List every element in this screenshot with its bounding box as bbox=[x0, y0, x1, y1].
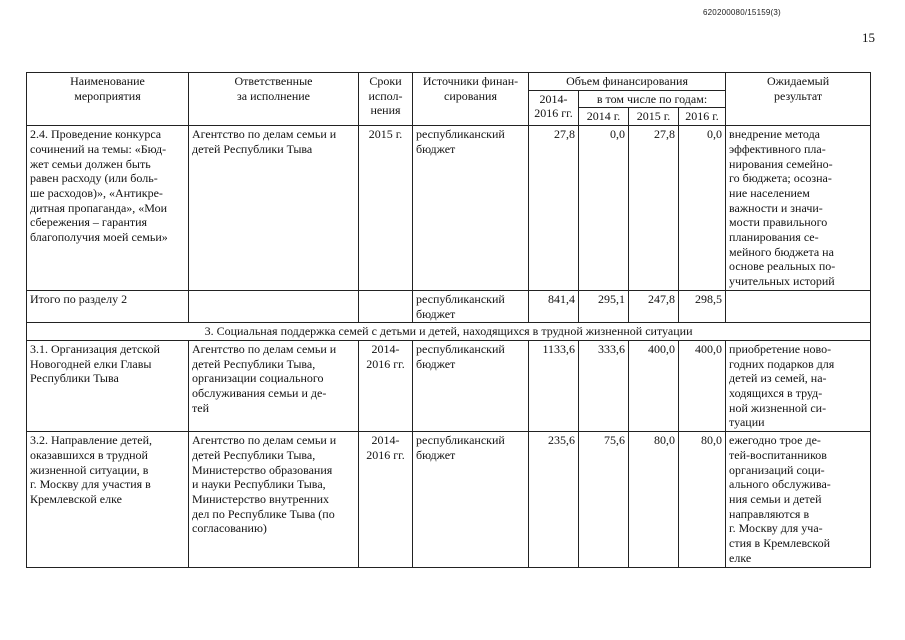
total-label: Итого по разделу 2 bbox=[27, 290, 189, 322]
row-terms: 2014- 2016 гг. bbox=[359, 432, 413, 567]
table-row bbox=[27, 126, 871, 291]
header-2016: 2016 г. bbox=[679, 108, 726, 126]
table-row bbox=[27, 432, 871, 567]
table-row-total bbox=[27, 290, 871, 322]
row-responsible: Агентство по делам семьи и детей Республики Тыва, организации социального обслуживания семьи и де- тей bbox=[189, 340, 359, 431]
section-title: 3. Социальная поддержка семей с детьми и детей, находящихся в трудной жизненной ситуации bbox=[27, 323, 871, 341]
total-2015: 247,8 bbox=[629, 290, 679, 322]
total-2016: 298,5 bbox=[679, 290, 726, 322]
row-terms: 2015 г. bbox=[359, 126, 413, 291]
total-responsible-empty bbox=[189, 290, 359, 322]
total-2014: 295,1 bbox=[579, 290, 629, 322]
document-id: 620200080/15159(3) bbox=[703, 8, 781, 17]
header-row bbox=[27, 73, 871, 91]
header-result: Ожидаемый результат bbox=[726, 73, 871, 126]
row-name: 2.4. Проведение конкурса сочинений на темы: «Бюд- жет семьи должен быть равен расходу (или боль- ше расходов)», «Антикре- дитная пропаганда», «Мои сбережения – гарантия благополучия моей семьи» bbox=[27, 126, 189, 291]
row-2014: 333,6 bbox=[579, 340, 629, 431]
header-2014: 2014 г. bbox=[579, 108, 629, 126]
row-source: республиканский бюджет bbox=[413, 340, 529, 431]
row-terms: 2014- 2016 гг. bbox=[359, 340, 413, 431]
row-2016: 80,0 bbox=[679, 432, 726, 567]
row-source: республиканский бюджет bbox=[413, 126, 529, 291]
row-responsible: Агентство по делам семьи и детей Республики Тыва bbox=[189, 126, 359, 291]
row-2015: 27,8 bbox=[629, 126, 679, 291]
total-result-empty bbox=[726, 290, 871, 322]
header-by-years: в том числе по годам: bbox=[579, 90, 726, 108]
row-result: ежегодно трое де- тей-воспитанников организаций соци- ального обслужива- ния семьи и детей направляются в г. Москву для уча- стия в Кремлевской елке bbox=[726, 432, 871, 567]
header-sources: Источники финан- сирования bbox=[413, 73, 529, 126]
header-responsible: Ответственные за исполнение bbox=[189, 73, 359, 126]
row-2015: 400,0 bbox=[629, 340, 679, 431]
row-total: 27,8 bbox=[529, 126, 579, 291]
financing-table bbox=[26, 72, 871, 568]
row-total: 1133,6 bbox=[529, 340, 579, 431]
total-source: республиканский бюджет bbox=[413, 290, 529, 322]
row-total: 235,6 bbox=[529, 432, 579, 567]
header-2015: 2015 г. bbox=[629, 108, 679, 126]
row-result: внедрение метода эффективного пла- нирования семейно- го бюджета; осозна- ние населением важности и значи- мости правильного планирования се- мейного бюджета на основе реальных по- учительных историй bbox=[726, 126, 871, 291]
header-total-period: 2014- 2016 гг. bbox=[529, 90, 579, 125]
header-volume: Объем финансирования bbox=[529, 73, 726, 91]
row-result: приобретение ново- годних подарков для детей из семей, на- ходящихся в труд- ной жизненной си- туации bbox=[726, 340, 871, 431]
section-row bbox=[27, 323, 871, 341]
row-2015: 80,0 bbox=[629, 432, 679, 567]
row-source: республиканский бюджет bbox=[413, 432, 529, 567]
page-number: 15 bbox=[862, 30, 875, 45]
total-sum: 841,4 bbox=[529, 290, 579, 322]
header-terms: Сроки испол- нения bbox=[359, 73, 413, 126]
row-name: 3.2. Направление детей, оказавшихся в трудной жизненной ситуации, в г. Москву для участия в Кремлевской елке bbox=[27, 432, 189, 567]
row-2014: 75,6 bbox=[579, 432, 629, 567]
row-responsible: Агентство по делам семьи и детей Республики Тыва, Министерство образования и науки Республики Тыва, Министерство внутренних дел по Республике Тыва (по согласованию) bbox=[189, 432, 359, 567]
row-2016: 0,0 bbox=[679, 126, 726, 291]
row-2016: 400,0 bbox=[679, 340, 726, 431]
row-2014: 0,0 bbox=[579, 126, 629, 291]
table-row bbox=[27, 340, 871, 431]
header-name: Наименование мероприятия bbox=[27, 73, 189, 126]
row-name: 3.1. Организация детской Новогодней елки Главы Республики Тыва bbox=[27, 340, 189, 431]
total-terms-empty bbox=[359, 290, 413, 322]
